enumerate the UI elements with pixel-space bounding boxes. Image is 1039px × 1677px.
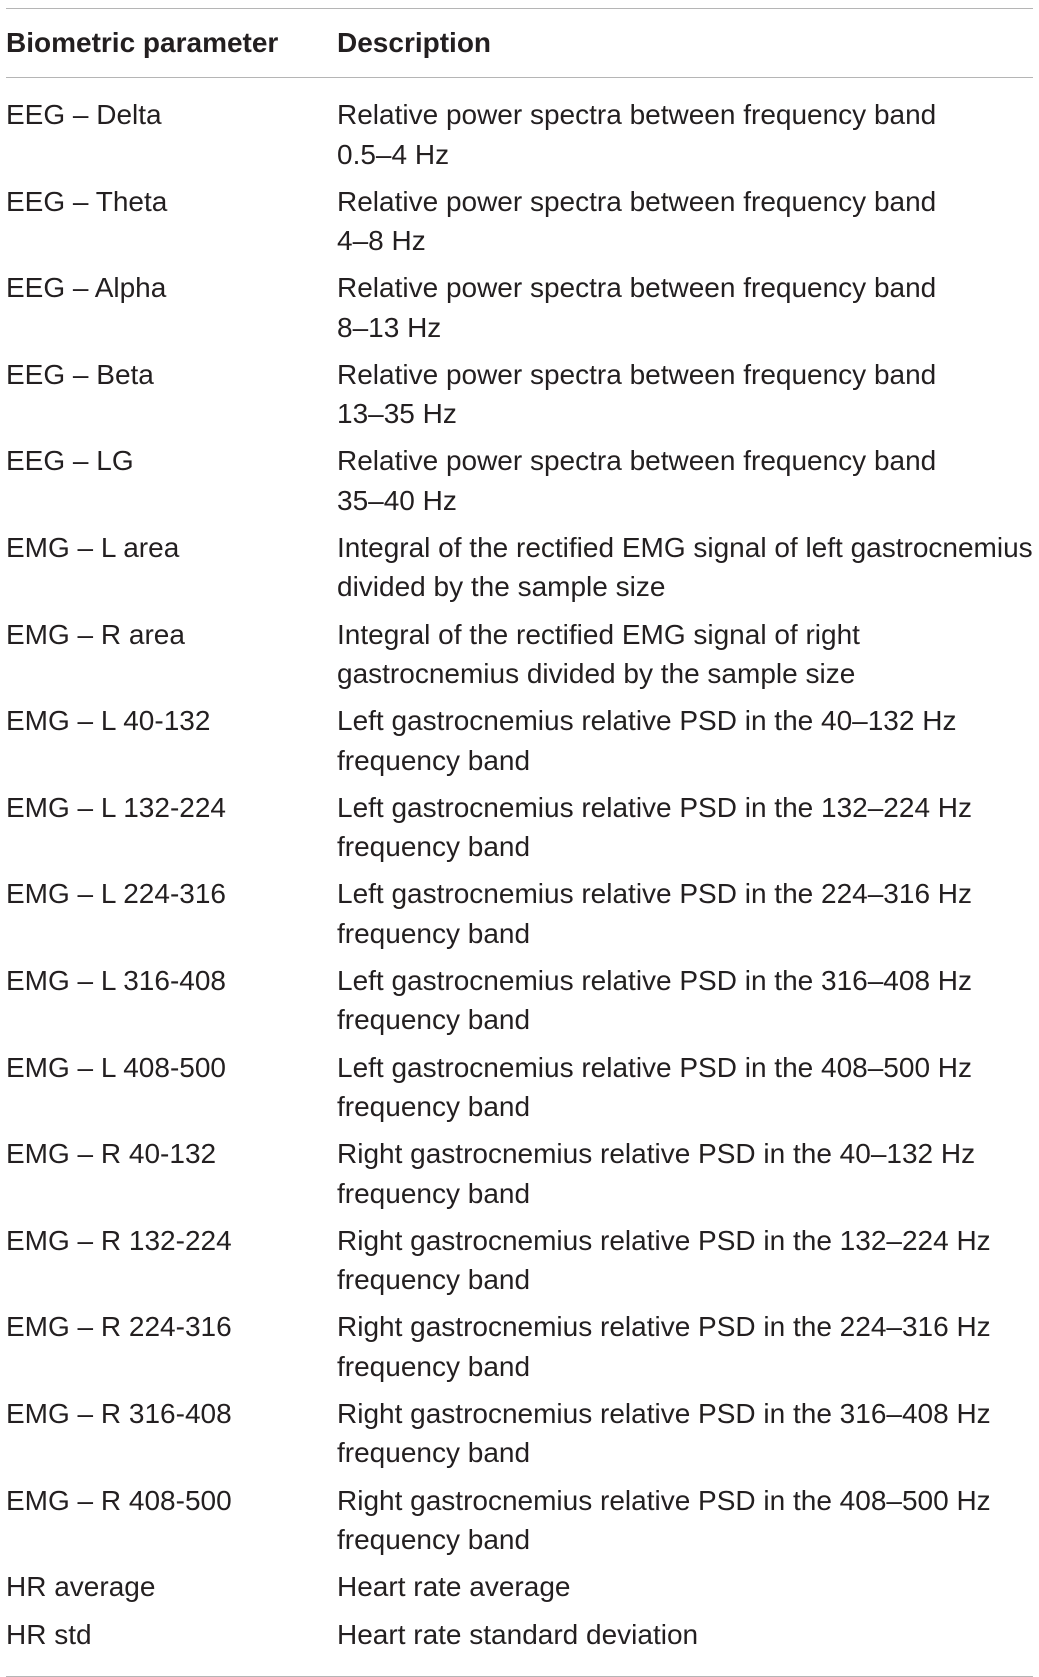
description-line: Relative power spectra between frequency band xyxy=(337,445,937,477)
table-row xyxy=(6,444,1033,531)
description-line: 0.5–4 Hz xyxy=(337,138,450,170)
description-cell xyxy=(337,874,1033,953)
parameter-cell: EMG – L 316-408 xyxy=(6,964,226,996)
description-line: Right gastrocnemius relative PSD in the 408–500 Hz xyxy=(337,1484,991,1516)
parameter-cell: EEG – Alpha xyxy=(6,272,167,304)
table-header-row xyxy=(6,9,1033,77)
table-row xyxy=(6,791,1033,878)
description-cell xyxy=(337,1481,1033,1560)
table-row xyxy=(6,704,1033,791)
description-cell xyxy=(337,1567,1033,1607)
description-cell xyxy=(337,961,1033,1040)
description-line: frequency band xyxy=(337,1177,531,1209)
table-body xyxy=(6,78,1033,1676)
description-line: divided by the sample size xyxy=(337,571,666,603)
description-line: Right gastrocnemius relative PSD in the 316–408 Hz xyxy=(337,1397,991,1429)
parameter-cell: EMG – L 224-316 xyxy=(6,878,226,910)
parameter-cell: EMG – L area xyxy=(6,531,180,563)
description-cell xyxy=(337,788,1033,867)
description-cell xyxy=(337,1134,1033,1213)
description-line: Integral of the rectified EMG signal of left gastrocnemius xyxy=(337,531,1033,563)
table-row xyxy=(6,1137,1033,1224)
description-line: frequency band xyxy=(337,1350,531,1382)
description-cell xyxy=(337,441,1033,520)
description-cell xyxy=(337,1221,1033,1300)
table-row xyxy=(6,964,1033,1051)
table-row xyxy=(6,1397,1033,1484)
parameter-cell: EMG – R 224-316 xyxy=(6,1311,232,1343)
description-cell xyxy=(337,615,1033,694)
description-line: Heart rate average xyxy=(337,1571,571,1603)
parameter-cell: HR std xyxy=(6,1619,92,1651)
parameter-cell: EEG – Delta xyxy=(6,99,162,130)
description-line: Left gastrocnemius relative PSD in the 132–224 Hz xyxy=(337,791,973,823)
parameter-cell: EMG – L 40-132 xyxy=(6,705,211,737)
description-line: 8–13 Hz xyxy=(337,311,442,343)
parameter-cell: EEG – Beta xyxy=(6,358,154,390)
description-line: Relative power spectra between frequency band xyxy=(337,358,937,390)
description-line: Left gastrocnemius relative PSD in the 224–316 Hz xyxy=(337,878,973,910)
description-cell xyxy=(337,355,1033,434)
parameter-cell: EEG – LG xyxy=(6,445,134,477)
table-row xyxy=(6,185,1033,272)
table-row xyxy=(6,1484,1033,1571)
description-cell xyxy=(337,1307,1033,1386)
parameter-cell: EMG – L 132-224 xyxy=(6,791,226,823)
description-cell xyxy=(337,701,1033,780)
description-line: frequency band xyxy=(337,917,531,949)
description-line: Left gastrocnemius relative PSD in the 40–132 Hz xyxy=(337,705,957,737)
description-line: frequency band xyxy=(337,1437,531,1469)
parameter-cell: EMG – R 408-500 xyxy=(6,1484,232,1516)
table-row xyxy=(6,1570,1033,1618)
table-row xyxy=(6,358,1033,445)
description-line: 35–40 Hz xyxy=(337,484,457,516)
description-line: Relative power spectra between frequency band xyxy=(337,99,937,130)
table-row xyxy=(6,98,1033,185)
description-line: frequency band xyxy=(337,1091,531,1123)
table-row xyxy=(6,618,1033,705)
table-row xyxy=(6,271,1033,358)
parameter-cell: EMG – R area xyxy=(6,618,185,650)
description-line: 13–35 Hz xyxy=(337,398,457,430)
table-row xyxy=(6,531,1033,618)
description-line: frequency band xyxy=(337,1004,531,1036)
table-row xyxy=(6,1310,1033,1397)
parameter-cell: EMG – R 316-408 xyxy=(6,1397,232,1429)
header-biometric-parameter: Biometric parameter xyxy=(6,27,279,58)
description-cell xyxy=(337,1048,1033,1127)
description-line: frequency band xyxy=(337,744,531,776)
table-row xyxy=(6,1618,1033,1666)
table-row xyxy=(6,1224,1033,1311)
description-line: gastrocnemius divided by the sample size xyxy=(337,658,856,690)
description-line: 4–8 Hz xyxy=(337,225,426,257)
description-cell xyxy=(337,268,1033,347)
parameter-cell: HR average xyxy=(6,1571,156,1603)
table-row xyxy=(6,1051,1033,1138)
table-row xyxy=(6,877,1033,964)
description-cell xyxy=(337,1394,1033,1473)
parameter-cell: EEG – Theta xyxy=(6,185,168,217)
biometric-parameters-table xyxy=(6,8,1033,1677)
description-cell xyxy=(337,528,1033,607)
description-cell xyxy=(337,182,1033,261)
description-line: frequency band xyxy=(337,1264,531,1296)
description-line: Relative power spectra between frequency band xyxy=(337,185,937,217)
description-line: frequency band xyxy=(337,1524,531,1555)
description-cell xyxy=(337,1615,1033,1655)
header-description: Description xyxy=(337,27,492,58)
parameter-cell: EMG – L 408-500 xyxy=(6,1051,226,1083)
description-line: Heart rate standard deviation xyxy=(337,1619,699,1651)
parameter-cell: EMG – R 40-132 xyxy=(6,1138,217,1170)
description-line: Left gastrocnemius relative PSD in the 316–408 Hz xyxy=(337,964,973,996)
description-line: Right gastrocnemius relative PSD in the 224–316 Hz xyxy=(337,1311,991,1343)
description-line: Right gastrocnemius relative PSD in the 40–132 Hz xyxy=(337,1138,976,1170)
description-line: Right gastrocnemius relative PSD in the 132–224 Hz xyxy=(337,1224,991,1256)
description-line: frequency band xyxy=(337,831,531,863)
description-line: Relative power spectra between frequency band xyxy=(337,272,937,304)
parameter-cell: EMG – R 132-224 xyxy=(6,1224,232,1256)
description-line: Left gastrocnemius relative PSD in the 408–500 Hz xyxy=(337,1051,973,1083)
description-cell xyxy=(337,95,1033,174)
description-line: Integral of the rectified EMG signal of right xyxy=(337,618,860,650)
